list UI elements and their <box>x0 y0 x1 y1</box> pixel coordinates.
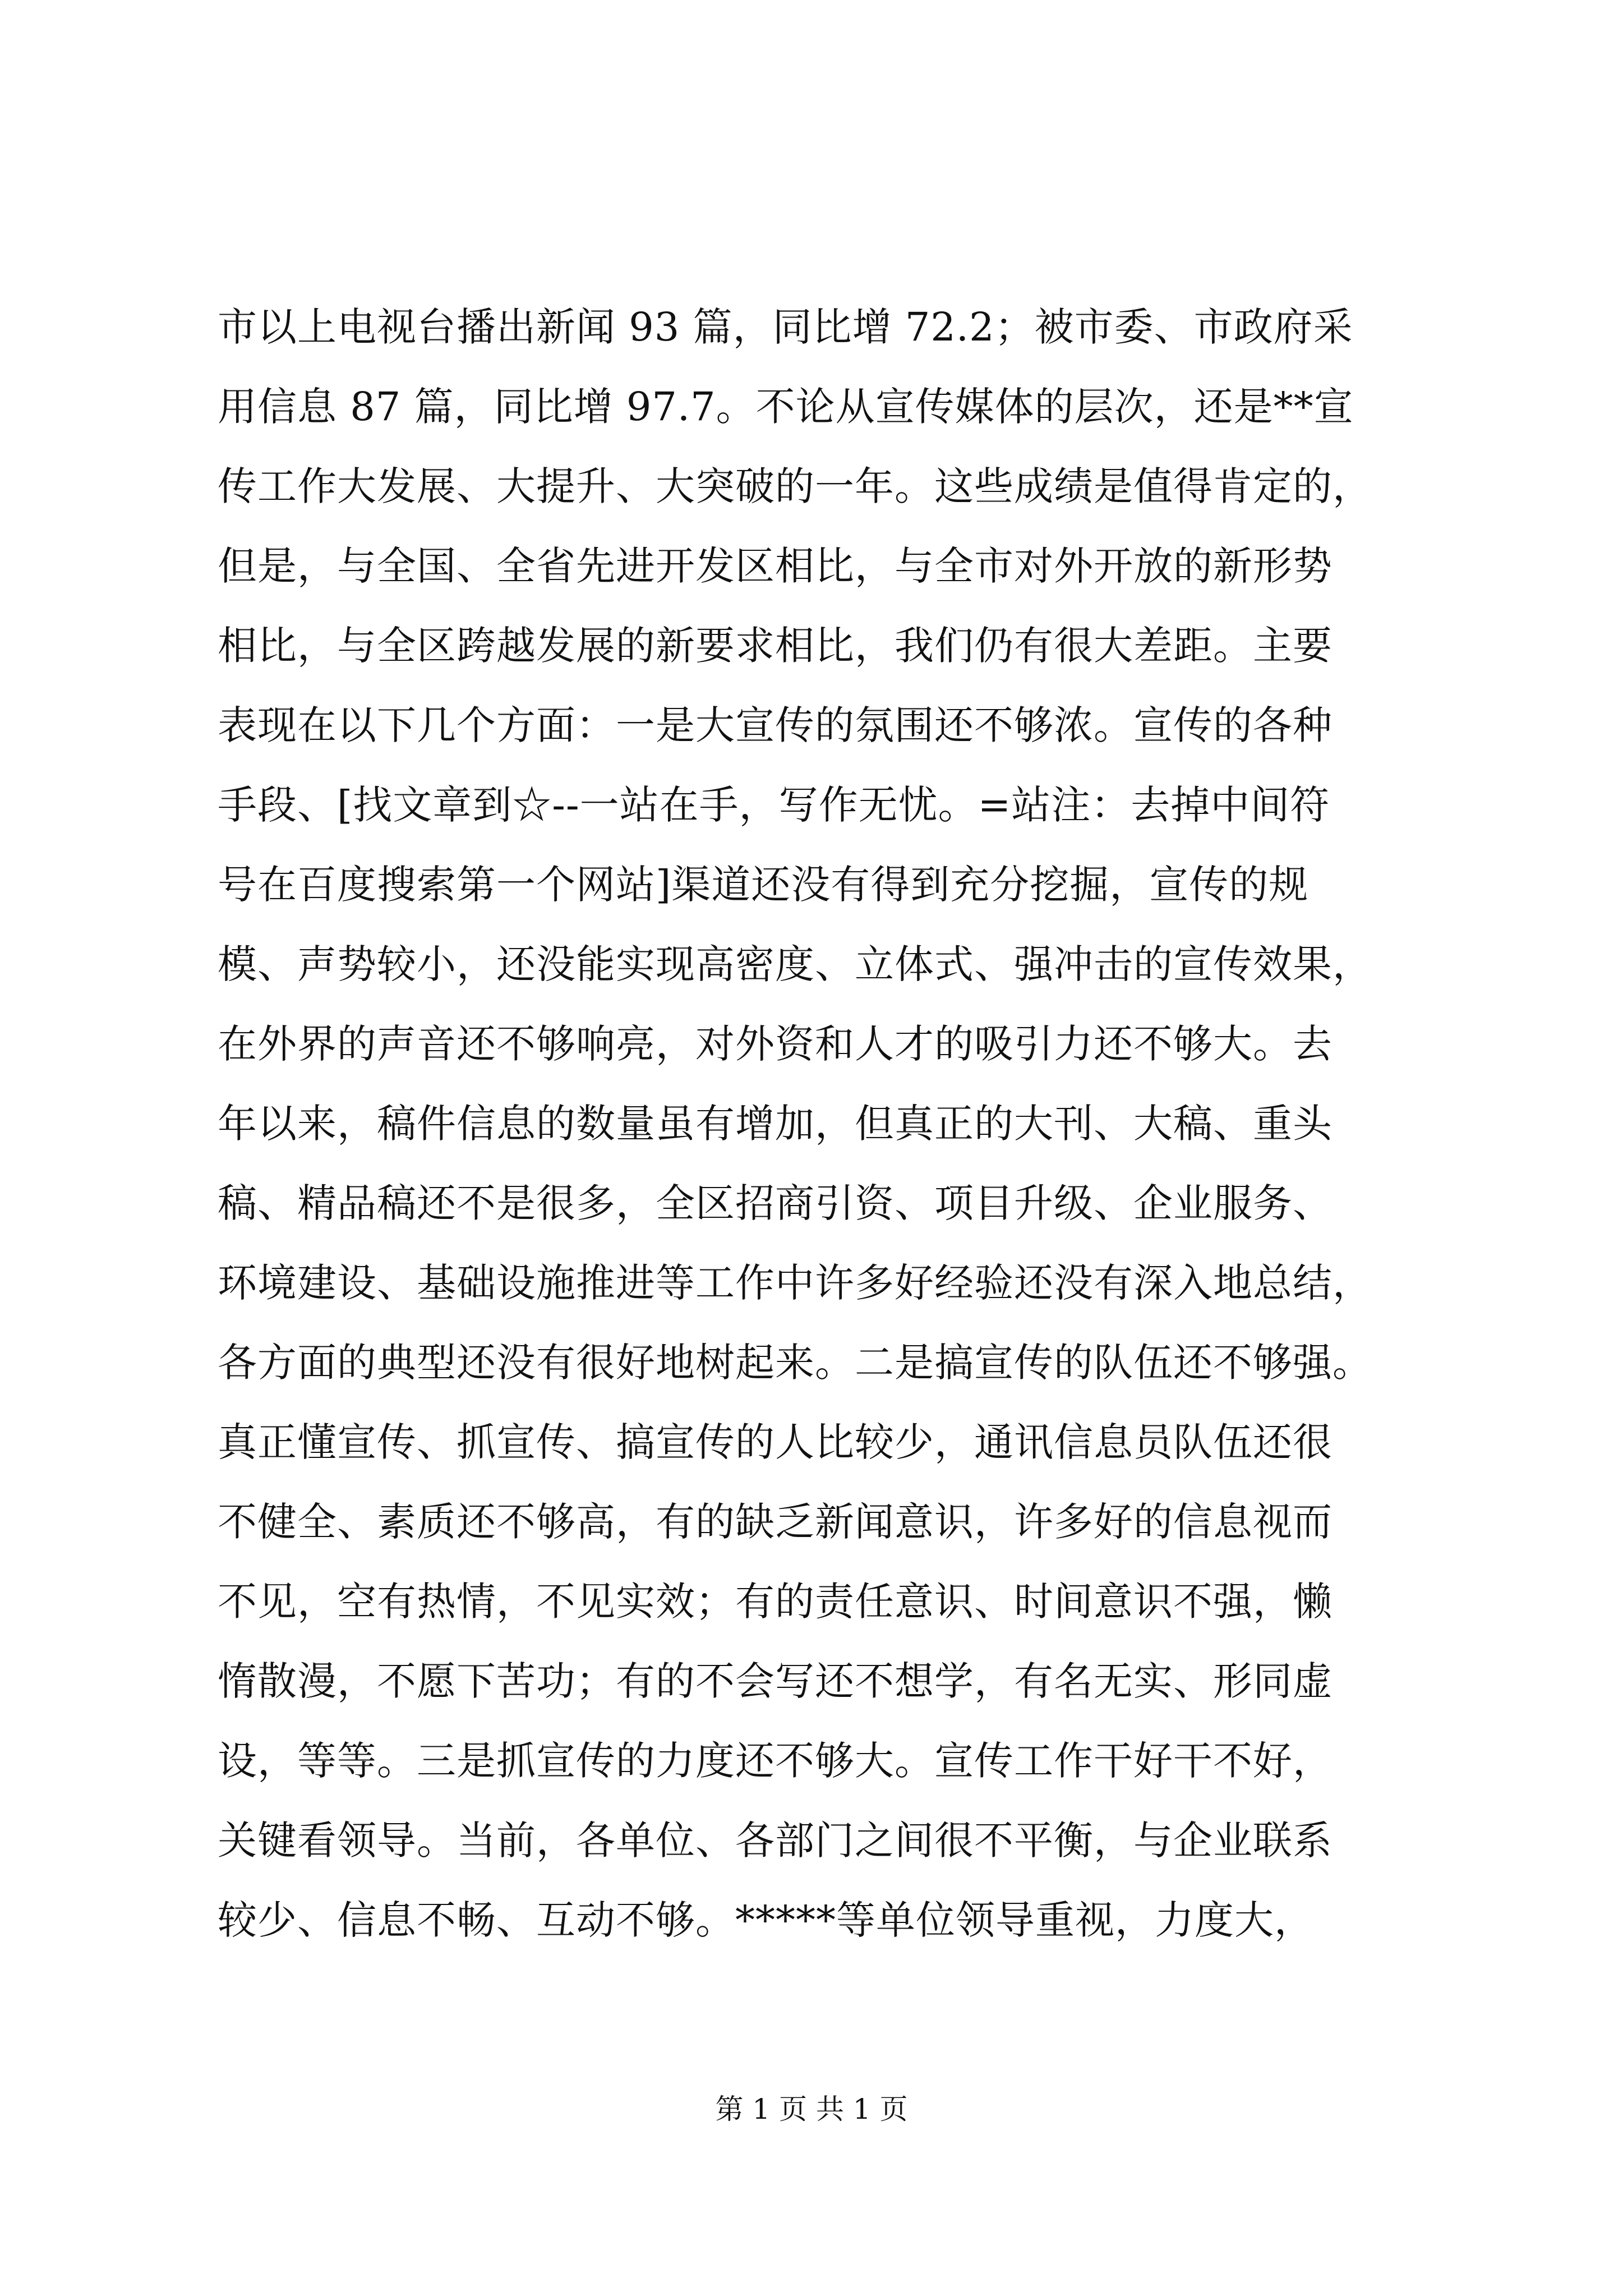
text-line: 用信息 87 篇，同比增 97.7。不论从宣传媒体的层次，还是**宣 <box>218 384 1354 430</box>
text-line: 环境建设、基础设施推进等工作中许多好经验还没有深入地总结， <box>218 1260 1372 1306</box>
text-line: 关键看领导。当前，各单位、各部门之间很不平衡，与企业联系 <box>218 1818 1332 1864</box>
text-line: 不健全、素质还不够高，有的缺乏新闻意识，许多好的信息视而 <box>218 1499 1332 1545</box>
text-line: 年以来，稿件信息的数量虽有增加，但真正的大刊、大稿、重头 <box>218 1101 1332 1147</box>
text-line: 表现在以下几个方面：一是大宣传的氛围还不够浓。宣传的各种 <box>218 702 1332 748</box>
text-line: 号在百度搜索第一个网站]渠道还没有得到充分挖掘，宣传的规 <box>218 862 1309 908</box>
text-line: 较少、信息不畅、互动不够。*****等单位领导重视，力度大， <box>218 1897 1314 1943</box>
text-line: 但是，与全国、全省先进开发区相比，与全市对外开放的新形势 <box>218 543 1332 589</box>
text-line: 相比，与全区跨越发展的新要求相比，我们仍有很大差距。主要 <box>218 623 1332 669</box>
text-line: 真正懂宣传、抓宣传、搞宣传的人比较少，通讯信息员队伍还很 <box>218 1419 1332 1465</box>
text-line: 设，等等。三是抓宣传的力度还不够大。宣传工作干好干不好， <box>218 1738 1332 1784</box>
text-line: 手段、[找文章到☆--一站在手，写作无忧。=站注：去掉中间符 <box>218 782 1330 828</box>
text-line: 惰散漫，不愿下苦功；有的不会写还不想学，有名无实、形同虚 <box>218 1658 1332 1704</box>
text-line: 在外界的声音还不够响亮，对外资和人才的吸引力还不够大。去 <box>218 1021 1332 1067</box>
page-footer: 第 1 页 共 1 页 <box>715 2093 908 2125</box>
text-line: 市以上电视台播出新闻 93 篇，同比增 72.2；被市委、市政府采 <box>218 304 1353 350</box>
text-line: 稿、精品稿还不是很多，全区招商引资、项目升级、企业服务、 <box>218 1180 1332 1226</box>
text-line: 各方面的典型还没有很好地树起来。二是搞宣传的队伍还不够强。 <box>218 1340 1372 1386</box>
body-text <box>218 287 1440 1960</box>
text-line: 模、声势较小，还没能实现高密度、立体式、强冲击的宣传效果， <box>218 941 1372 987</box>
text-line: 不见，空有热情，不见实效；有的责任意识、时间意识不强，懒 <box>218 1579 1332 1625</box>
text-line: 传工作大发展、大提升、大突破的一年。这些成绩是值得肯定的， <box>218 463 1372 509</box>
